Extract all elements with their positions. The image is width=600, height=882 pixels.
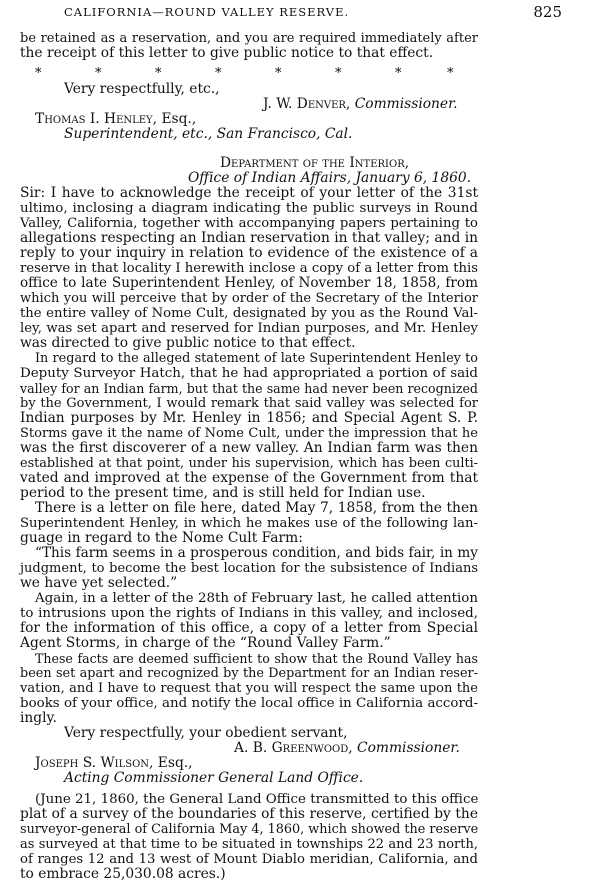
text-line: to embrace 25,030.08 acres.) bbox=[20, 866, 226, 882]
text-line: There is a letter on file here, dated May 7, 1858, from the then bbox=[35, 500, 478, 516]
text-line: Storms gave it the name of Nome Cult, under the impression that he bbox=[20, 426, 478, 441]
text-line: ley, was set apart and reserved for Indian purposes, and Mr. Henley bbox=[20, 321, 478, 336]
text-line: was the first discoverer of a new valley. An Indian farm was then bbox=[20, 440, 478, 456]
addressee-suffix: Esq., bbox=[157, 755, 193, 771]
text-line: In regard to the alleged statement of late Superintendent Henley to bbox=[35, 351, 478, 366]
letter1-closing: Very respectfully, etc., bbox=[64, 81, 220, 97]
text-line: reply to your inquiry in relation to evidence of the existence of a bbox=[20, 245, 478, 261]
star-mark: * bbox=[275, 66, 282, 81]
text-line: we have yet selected.” bbox=[20, 575, 178, 591]
addressee-suffix: Esq., bbox=[161, 111, 197, 127]
text-line: Valley, California, together with accompanying papers pertaining to bbox=[20, 216, 478, 231]
text-line: Again, in a letter of the 28th of February last, he called attention bbox=[35, 591, 478, 606]
letter1-addressee bbox=[35, 112, 196, 127]
text-line: Deputy Surveyor Hatch, that he had appropriated a portion of said bbox=[20, 366, 478, 381]
text-line: vated and improved at the expense of the Government from that bbox=[20, 470, 478, 486]
star-mark: * bbox=[95, 66, 102, 81]
text-line: These facts are deemed sufficient to show that the Round Valley has bbox=[35, 651, 478, 666]
text-line: period to the present time, and is still held for Indian use. bbox=[20, 485, 426, 501]
letter1-signature bbox=[263, 97, 458, 112]
text-line: allegations respecting an Indian reservation in that valley; and in bbox=[20, 230, 478, 246]
star-mark: * bbox=[215, 66, 222, 81]
text-line: was directed to give public notice to that effect. bbox=[20, 335, 356, 351]
text-line: ultimo, inclosing a diagram indicating the public surveys in Round bbox=[20, 201, 478, 216]
text-line: established at that point, under his supervision, which has been culti- bbox=[20, 456, 478, 471]
letter1-addressee-role: Superintendent, etc., San Francisco, Cal. bbox=[64, 126, 353, 142]
text-line: office to late Superintendent Henley, of November 18, 1858, from bbox=[20, 275, 478, 291]
letter2-closing: Very respectfully, your obedient servant, bbox=[64, 725, 348, 741]
text-line: “This farm seems in a prosperous condition, and bids fair, in my bbox=[35, 545, 478, 561]
text-line: Superintendent Henley, in which he makes use of the following lan- bbox=[20, 516, 478, 531]
ellipsis-stars bbox=[35, 66, 455, 80]
text-line: (June 21, 1860, the General Land Office transmitted to this office bbox=[35, 792, 479, 807]
text-line: vation, and I have to request that you will respect the same upon the bbox=[20, 681, 478, 696]
text-line: reserve in that locality I herewith inclose a copy of a letter from this bbox=[20, 261, 478, 276]
text-line: Agent Storms, in charge of the “Round Valley Farm.” bbox=[20, 635, 391, 651]
text-line: guage in regard to the Nome Cult Farm: bbox=[20, 530, 303, 546]
text-line: as surveyed at that time to be situated in townships 22 and 23 north, bbox=[20, 837, 478, 852]
text-line: ingly. bbox=[20, 710, 57, 726]
star-mark: * bbox=[155, 66, 162, 81]
text-line: books of your office, and notify the local office in California accord- bbox=[20, 696, 478, 711]
text-line: surveyor-general of California May 4, 1860, which showed the reserve bbox=[20, 822, 479, 837]
text-line: which you will perceive that by order of the Secretary of the Interior bbox=[20, 291, 478, 306]
text-line: Indian purposes by Mr. Henley in 1856; and Special Agent S. P. bbox=[20, 410, 478, 426]
addressee-name: Joseph S. Wilson, bbox=[35, 755, 154, 771]
letter2-signature bbox=[234, 741, 460, 756]
letter2-addressee-role: Acting Commissioner General Land Office. bbox=[64, 770, 364, 786]
star-mark: * bbox=[335, 66, 342, 81]
signer-title: Commissioner. bbox=[357, 740, 460, 756]
letter2-addressee bbox=[35, 756, 193, 771]
text-line: by the Government, I would remark that said valley was selected for bbox=[20, 396, 478, 411]
page-number: 825 bbox=[533, 3, 562, 21]
signer-name: J. W. Denver, bbox=[263, 96, 351, 112]
signer-name: A. B. Greenwood, bbox=[234, 740, 353, 756]
star-mark: * bbox=[35, 66, 42, 81]
text-line: judgment, to become the best location for the subsistence of Indians bbox=[20, 561, 478, 576]
text-line: of ranges 12 and 13 west of Mount Diablo meridian, California, and bbox=[20, 852, 478, 867]
text-line: to intrusions upon the rights of Indians in this valley, and inclosed, bbox=[20, 606, 478, 621]
department-heading: Department of the Interior, bbox=[220, 155, 410, 171]
signer-title: Commissioner. bbox=[354, 96, 458, 112]
text-line: valley for an Indian farm, but that the same had never been recognized bbox=[20, 381, 478, 396]
page-header bbox=[0, 5, 600, 21]
text-line: been set apart and recognized by the Department for an Indian reser- bbox=[20, 666, 478, 681]
text-line: the receipt of this letter to give public notice to that effect. bbox=[20, 45, 434, 61]
text-line: be retained as a reservation, and you are required immediately after bbox=[20, 31, 478, 46]
text-line: Sir: I have to acknowledge the receipt of your letter of the 31st bbox=[20, 185, 478, 201]
text-line: the entire valley of Nome Cult, designated by you as the Round Val- bbox=[20, 306, 478, 321]
office-date-line: Office of Indian Affairs, January 6, 1860. bbox=[188, 170, 472, 186]
text-line: for the information of this office, a copy of a letter from Special bbox=[20, 620, 478, 636]
star-mark: * bbox=[395, 66, 402, 81]
addressee-name: Thomas I. Henley, bbox=[35, 111, 158, 127]
running-head: CALIFORNIA—ROUND VALLEY RESERVE. bbox=[64, 5, 350, 19]
text-line: plat of a survey of the boundaries of this reserve, certified by the bbox=[20, 806, 478, 822]
star-mark: * bbox=[447, 66, 454, 81]
